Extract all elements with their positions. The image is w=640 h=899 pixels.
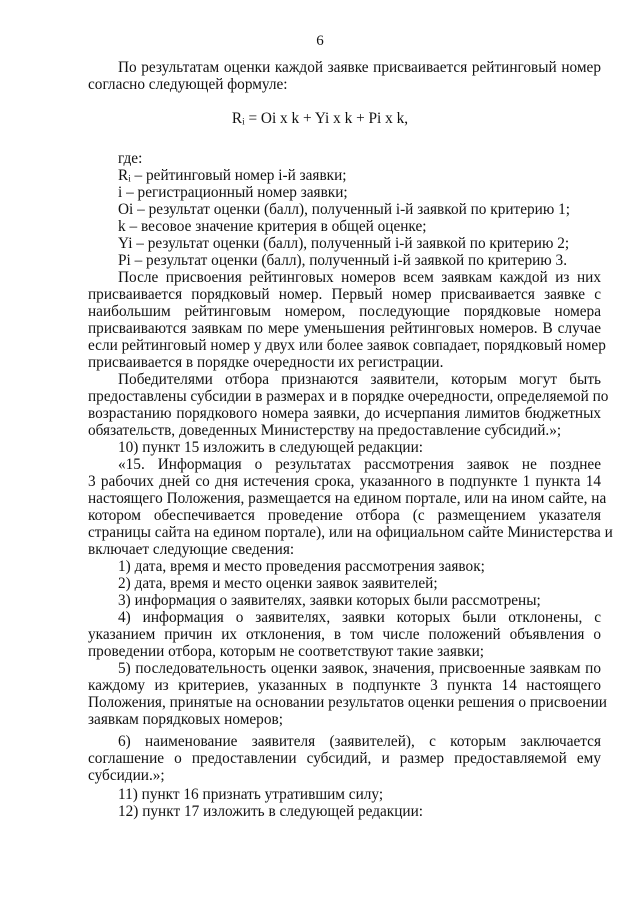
text-line: присваивается порядковый номер. Первый номер присваивается заявке с <box>88 286 601 303</box>
text-line: присваиваются заявкам по мере уменьшения рейтинговых номеров. В случае <box>88 320 601 337</box>
text-line: возрастанию порядкового номера заявки, до исчерпания лимитов бюджетных <box>88 405 601 422</box>
text-line: проведении отбора, которым не соответствуют такие заявки; <box>88 643 485 660</box>
text-line: указанием причин их отклонения, в том числе положений объявления о <box>88 626 601 643</box>
text-line: обязательств, доведенных Министерству на предоставление субсидий.»; <box>88 422 562 439</box>
text-line: i – регистрационный номер заявки; <box>118 184 348 201</box>
text-line: если рейтинговый номер у двух или более заявок совпадает, порядковый номер <box>88 337 606 354</box>
text-line: предоставлены субсидии в размерах и в порядке очередности, определяемой по <box>88 388 609 405</box>
text-line: субсидии.»; <box>88 767 165 784</box>
text-line: Oi – результат оценки (балл), полученный i-й заявкой по критерию 1; <box>118 201 570 218</box>
text-line: 2) дата, время и место оценки заявок заявителей; <box>118 575 438 592</box>
text-line: каждому из критериев, указанных в подпункте 3 пункта 14 настоящего <box>88 677 601 694</box>
text-line: где: <box>118 150 143 167</box>
text-line: k – весовое значение критерия в общей оценке; <box>118 218 427 235</box>
text-line: Rᵢ – рейтинговый номер i-й заявки; <box>118 167 347 184</box>
text-line: «15. Информация о результатах рассмотрения заявок не позднее <box>118 456 601 473</box>
text-line: заявкам порядковых номеров; <box>88 711 283 728</box>
text-line: соглашение о предоставлении субсидий, и размер предоставляемой ему <box>88 750 601 767</box>
page-number: 6 <box>316 33 324 49</box>
text-line: 1) дата, время и место проведения рассмотрения заявок; <box>118 558 485 575</box>
text-line: После присвоения рейтинговых номеров всем заявкам каждой из них <box>118 269 601 286</box>
text-line: котором обеспечивается проведение отбора (с размещением указателя <box>88 507 601 524</box>
text-line: наибольшим рейтинговым номером, последующие порядковые номера <box>88 303 601 320</box>
text-line: 11) пункт 16 признать утратившим силу; <box>118 786 384 803</box>
text-line: Положения, принятые на основании результатов оценки решения о присвоении <box>88 694 607 711</box>
text-line: 12) пункт 17 изложить в следующей редакции: <box>118 803 424 820</box>
rating-formula: Rᵢ = Oi x k + Yi x k + Pi x k, <box>231 110 409 127</box>
text-line: присваивается в порядке очередности их регистрации. <box>88 354 444 371</box>
text-line: 3 рабочих дней со дня истечения срока, указанного в подпункте 1 пункта 14 <box>88 473 601 490</box>
text-line: согласно следующей формуле: <box>88 76 288 93</box>
text-line: включает следующие сведения: <box>88 541 295 558</box>
text-line: 4) информация о заявителях, заявки которых были отклонены, с <box>118 609 601 626</box>
text-line: Yi – результат оценки (балл), полученный i-й заявкой по критерию 2; <box>118 235 570 252</box>
text-line: Pi – результат оценки (балл), полученный i-й заявкой по критерию 3. <box>118 252 568 269</box>
text-line: настоящего Положения, размещается на едином портале, или на ином сайте, на <box>88 490 607 507</box>
text-line: По результатам оценки каждой заявке присваивается рейтинговый номер <box>118 59 601 76</box>
text-line: 6) наименование заявителя (заявителей), с которым заключается <box>118 733 601 750</box>
text-line: 3) информация о заявителях, заявки которых были рассмотрены; <box>118 592 541 609</box>
text-line: Победителями отбора признаются заявители, которым могут быть <box>118 371 601 388</box>
text-line: 10) пункт 15 изложить в следующей редакции: <box>118 439 424 456</box>
text-line: 5) последовательность оценки заявок, значения, присвоенные заявкам по <box>118 660 601 677</box>
text-line: страницы сайта на едином портале), или на официальном сайте Министерства и <box>88 524 613 541</box>
